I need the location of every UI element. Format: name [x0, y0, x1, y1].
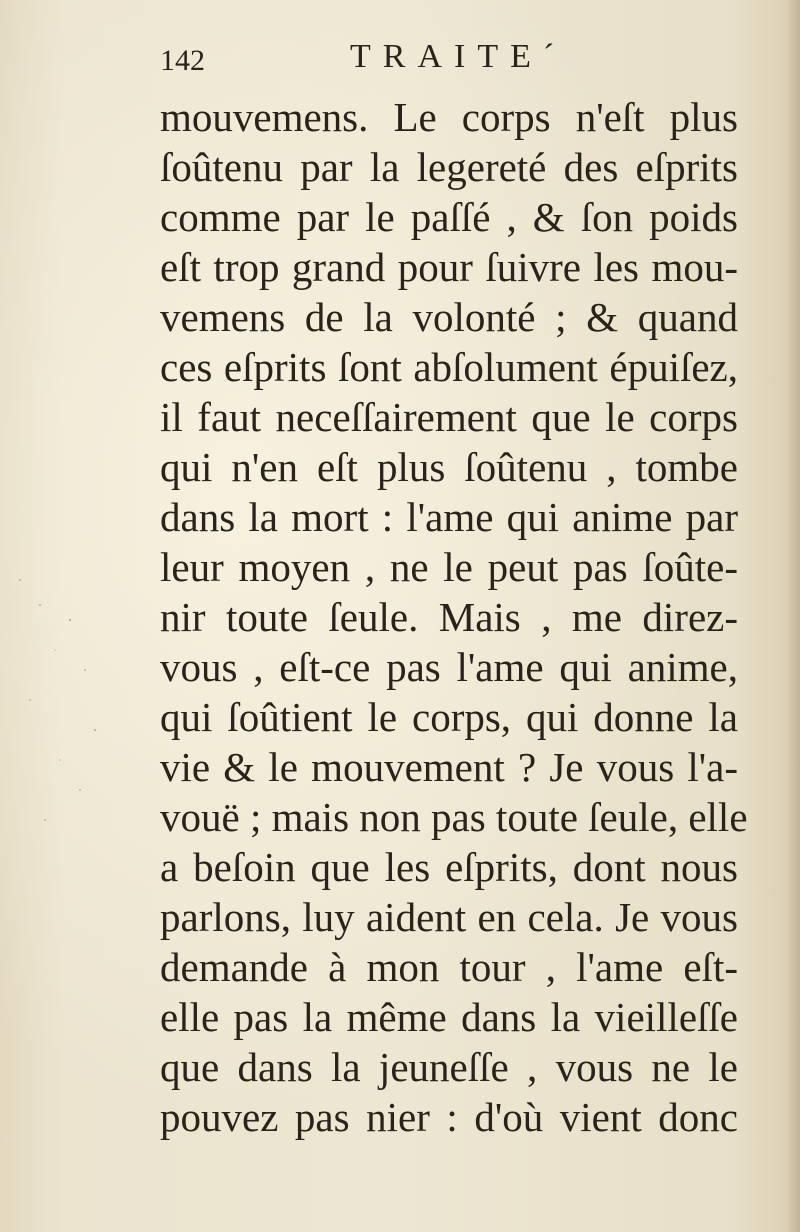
text-line: mouvemens. Le corps n'eſt plus	[160, 94, 738, 140]
text-line: que dans la jeuneſſe , vous ne le	[160, 1044, 738, 1090]
text-line: pouvez pas nier : d'où vient donc	[160, 1094, 738, 1140]
text-line: eſt trop grand pour ſuivre les mou-	[160, 244, 738, 290]
page-edge-shadow	[786, 0, 800, 1232]
text-line: il faut neceſſairement que le corps	[160, 394, 738, 440]
text-line: a beſoin que les eſprits, dont nous	[160, 844, 738, 890]
text-line: dans la mort : l'ame qui anime par	[160, 494, 738, 540]
text-line: elle pas la même dans la vieilleſſe	[160, 994, 738, 1040]
text-line: comme par le paſſé , & ſon poids	[160, 194, 738, 240]
text-line: vie & le mouvement ? Je vous l'a-	[160, 744, 738, 790]
paper-specks	[0, 560, 110, 860]
text-line: leur moyen , ne le peut pas ſoûte-	[160, 544, 738, 590]
text-line: ſoûtenu par la legereté des eſprits	[160, 144, 738, 190]
text-line: qui n'en eſt plus ſoûtenu , tombe	[160, 444, 738, 490]
text-line: nir toute ſeule. Mais , me direz-	[160, 594, 738, 640]
text-line: vemens de la volonté ; & quand	[160, 294, 738, 340]
text-line: vous , eſt-ce pas l'ame qui anime,	[160, 644, 738, 690]
page-number: 142	[160, 44, 205, 77]
body-text	[160, 92, 748, 1142]
page-header	[160, 38, 740, 88]
text-line: ces eſprits ſont abſolument épuiſez,	[160, 344, 738, 390]
text-line: qui ſoûtient le corps, qui donne la	[160, 694, 738, 740]
text-line: parlons, luy aident en cela. Je vous	[160, 894, 738, 940]
running-head: TRAITE´	[350, 38, 567, 75]
text-line: vouë ; mais non pas toute ſeule, elle	[160, 794, 748, 840]
text-line: demande à mon tour , l'ame eſt-	[160, 944, 738, 990]
